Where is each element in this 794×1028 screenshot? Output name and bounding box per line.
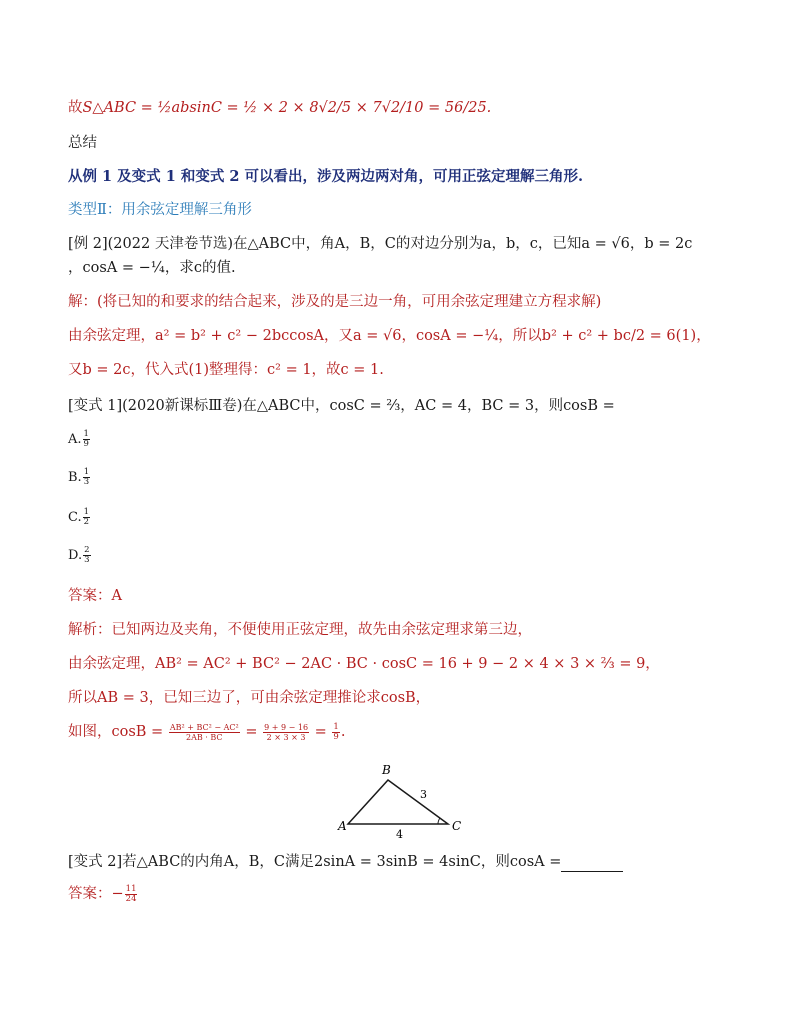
variant-1-problem: [变式 1](2020新课标Ⅲ卷)在△ABC中，cosC = ⅔，AC = 4，BC = 3，则cosB = <box>68 398 615 414</box>
fraction-cos-b-formula: $\frac{\text{AB² + BC² − AC²}}{2AB \cdot BC}$ <box>169 722 239 742</box>
text-prefix: 故 <box>68 100 83 116</box>
fraction-cos-b-result: $\frac{1}{9}$ <box>333 721 339 742</box>
answer-blank[interactable] <box>561 857 623 872</box>
solution-result: 又b = 2c，代入式(1)整理得：c² = 1，故c = 1. <box>68 362 384 378</box>
option-a: A. $\frac{1}{9}$ <box>68 429 89 449</box>
triangle-figure <box>330 758 480 840</box>
variant-2-problem: [变式 2]若△ABC的内角A，B，C满足2sinA = 3sinB = 4sinC，则cosA = <box>68 852 623 872</box>
summary-text: 从例 1 及变式 1 和变式 2 可以看出，涉及两边两对角，可用正弦定理解三角形. <box>68 168 584 185</box>
summary-heading: 总结 <box>68 135 97 151</box>
side-ac-label: 4 <box>396 828 403 840</box>
line-area-result <box>68 98 491 118</box>
fraction-answer: $\frac{11}{24}$ <box>125 883 137 904</box>
solution-law-of-cosines: 由余弦定理，a² = b² + c² − 2bccosA，又a = √6，cosA = −¼，所以b² + c² + bc/2 = 6(1)， <box>68 328 711 344</box>
example-2-problem-line-2: ，cosA = −¼，求c的值. <box>68 260 236 276</box>
solution-intro: 解：(将已知的和要求的结合起来，涉及的是三边一角，可用余弦定理建立方程求解) <box>68 294 602 310</box>
vertex-c-label: C <box>452 819 462 833</box>
option-b: B. $\frac{1}{3}$ <box>68 467 90 487</box>
option-d: D. $\frac{2}{3}$ <box>68 545 90 565</box>
area-formula: S△ABC = ½absinC = ½ × 2 × 8√2/5 × 7√2/10 = 56/25. <box>82 100 492 116</box>
section-type-2-heading: 类型Ⅱ：用余弦定理解三角形 <box>68 202 252 218</box>
analysis-law-of-cosines: 由余弦定理，AB² = AC² + BC² − 2AC · BC · cosC = 16 + 9 − 2 × 4 × 3 × ⅔ = 9， <box>68 656 660 672</box>
angle-c-mark <box>438 818 440 824</box>
side-bc-label: 3 <box>420 788 427 801</box>
analysis-cos-b: 如图，cosB = $\frac{\text{AB² + BC² − AC²}}{2AB \cdot BC}$ = $\frac{9 + 9 - 16}{2 \times 3 \times 3}$ = $\frac{1}{9}$ . <box>68 721 346 742</box>
example-2-problem-line-1: [例 2](2022 天津卷节选)在△ABC中，角A，B，C的对边分别为a，b，c，已知a = √6，b = 2c <box>68 236 693 252</box>
vertex-b-label: B <box>382 763 391 777</box>
triangle-abc <box>348 780 448 824</box>
fraction-cos-b-numbers: $\frac{9 + 9 - 16}{2 \times 3 \times 3}$ <box>264 722 309 742</box>
vertex-a-label: A <box>338 819 347 833</box>
variant-1-answer: 答案：A <box>68 588 122 604</box>
option-c: C. $\frac{1}{2}$ <box>68 507 90 527</box>
analysis-third-side: 所以AB = 3，已知三边了，可由余弦定理推论求cosB， <box>68 690 431 706</box>
variant-2-answer: 答案：− $\frac{11}{24}$ <box>68 883 137 904</box>
analysis-intro: 解析：已知两边及夹角，不便使用正弦定理，故先由余弦定理求第三边， <box>68 622 532 638</box>
